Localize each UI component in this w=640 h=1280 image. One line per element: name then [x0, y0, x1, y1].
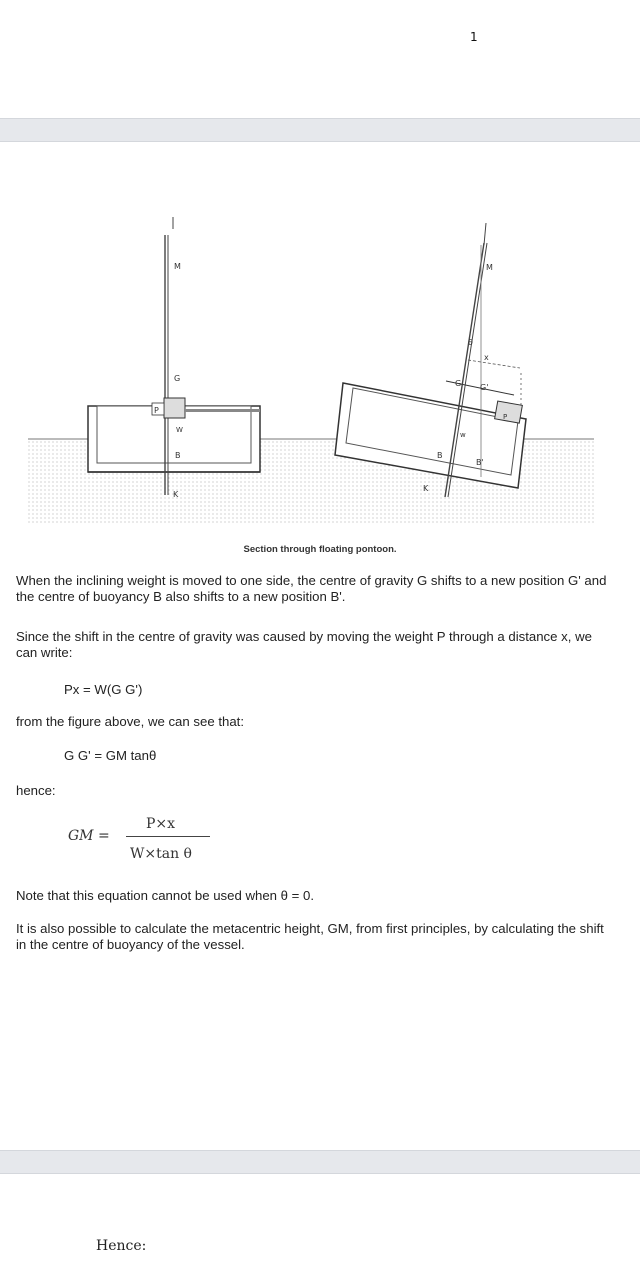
label-G: G	[174, 374, 181, 383]
page-number: 1	[470, 30, 478, 44]
label-K: K	[173, 490, 179, 499]
formula-numerator: P×x	[146, 816, 176, 832]
paragraph-4: It is also possible to calculate the metacentric height, GM, from first principles, by calculating the shift in the centre of buoyancy of the vessel.	[16, 921, 604, 952]
label-W-heeled: w	[460, 431, 466, 439]
label-W: W	[176, 426, 183, 434]
note-paragraph: Note that this equation cannot be used when θ = 0.	[16, 888, 315, 903]
hence-label: hence:	[16, 783, 56, 798]
label-G-prime: G'	[480, 383, 489, 392]
formula-lhs: GM =	[68, 828, 110, 844]
inclining-weight-P	[164, 398, 185, 418]
label-K-heeled: K	[423, 484, 429, 493]
heeled-pontoon	[335, 223, 526, 497]
label-B-heeled: B	[437, 451, 443, 460]
pontoon-diagram	[28, 205, 600, 529]
equation-1: Px = W(G G')	[64, 682, 143, 697]
label-M-heeled: M	[486, 263, 493, 272]
paragraph-1: When the inclining weight is moved to one side, the centre of gravity G shifts to a new position G' and the centre of buoyancy B also shifts to a new position B'.	[16, 573, 607, 604]
label-M: M	[174, 262, 181, 271]
label-x: x	[484, 353, 489, 362]
label-theta: θ	[468, 338, 473, 347]
pontoon-figure	[28, 205, 600, 534]
label-B: B	[175, 451, 181, 460]
fraction-bar	[126, 836, 210, 837]
upright-pontoon	[88, 217, 260, 499]
label-P: P	[154, 406, 159, 415]
label-B-prime: B'	[476, 458, 484, 467]
figure-caption: Section through floating pontoon.	[243, 544, 397, 555]
inclining-weight-P-heeled	[495, 401, 523, 423]
page-separator	[0, 118, 640, 142]
paragraph-2: Since the shift in the centre of gravity was caused by moving the weight P through a distance x, we can write:	[16, 629, 592, 660]
label-G-heeled: G	[455, 379, 462, 388]
label-P-heeled: P	[503, 413, 508, 421]
page-separator-2	[0, 1150, 640, 1174]
hence-heading: Hence:	[96, 1238, 147, 1254]
equation-2: G G' = GM tanθ	[64, 748, 157, 763]
paragraph-3: from the figure above, we can see that:	[16, 714, 244, 729]
formula-denominator: W×tan θ	[130, 846, 192, 862]
